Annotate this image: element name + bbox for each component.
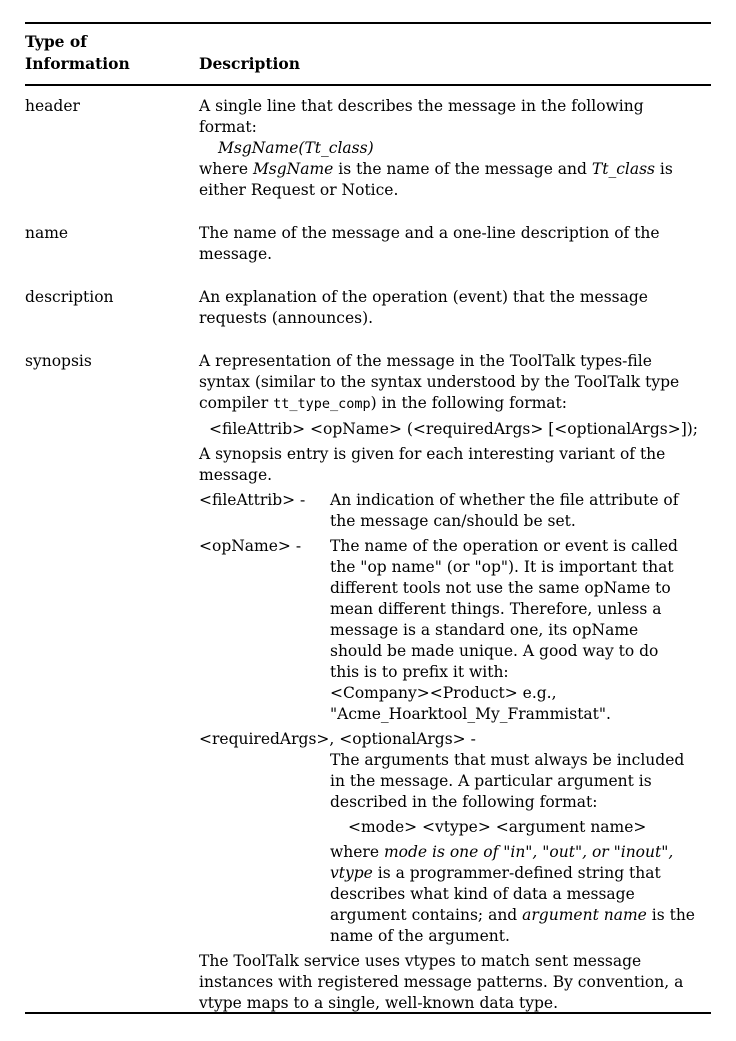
text-line: An indication of whether the file attribute of: [330, 491, 679, 509]
table-bottom-rule: [25, 1012, 711, 1014]
text-line: message.: [199, 245, 273, 263]
table-row-synopsis: [25, 351, 711, 1014]
text-segment: is a programmer-defined string that: [372, 864, 661, 882]
text-line: different tools not use the same opName to: [330, 579, 671, 597]
table-row-name: [25, 223, 711, 265]
column-header-line: Information: [25, 54, 130, 73]
text-line: instances with registered message patterns. By convention, a: [199, 973, 684, 991]
table-row-description: [25, 287, 711, 329]
definition-text: [330, 536, 711, 725]
definition-term: <requiredArgs>, <optionalArgs> -: [199, 730, 476, 748]
text-segment: where: [330, 843, 384, 861]
text-segment: ) in the following format:: [370, 394, 568, 412]
text-segment: where: [199, 160, 253, 178]
row-description: [199, 223, 711, 265]
text-line: name of the argument.: [330, 927, 510, 945]
text-line: the message can/should be set.: [330, 512, 576, 530]
definition-text: [330, 490, 711, 532]
definition-term: <fileAttrib> -: [199, 491, 306, 509]
column-header-line: Type of: [25, 32, 87, 51]
text-segment-italic: MsgName: [252, 160, 334, 178]
text-segment: is: [655, 160, 673, 178]
column-header-type-of-information: [25, 31, 130, 75]
text-line: this is to prefix it with:: [330, 663, 509, 681]
text-line: [199, 159, 711, 180]
text-line: either Request or Notice.: [199, 181, 399, 199]
text-line: A single line that describes the message in the following: [199, 97, 644, 115]
text-line: describes what kind of data a message: [330, 885, 635, 903]
text-segment-italic: mode is one of "in", "out", or "inout",: [383, 843, 674, 861]
definition-item-opname: [199, 536, 711, 725]
text-segment: is the name of the message and: [333, 160, 592, 178]
definition-term: <opName> -: [199, 537, 302, 555]
row-term: header: [25, 97, 80, 115]
format-line: MsgName(Tt_class): [218, 139, 374, 157]
text-line: The name of the message and a one-line description of the: [199, 224, 660, 242]
text-line: A synopsis entry is given for each interesting variant of the: [199, 445, 666, 463]
text-line: [330, 863, 711, 884]
text-line: An explanation of the operation (event) that the message: [199, 288, 648, 306]
row-term: name: [25, 224, 69, 242]
row-description: [199, 351, 711, 1014]
text-line: mean different things. Therefore, unless a: [330, 600, 662, 618]
text-line: [330, 842, 711, 863]
text-line: described in the following format:: [330, 793, 598, 811]
text-line: the "op name" (or "op"). It is important that: [330, 558, 674, 576]
definition-text: [330, 750, 711, 947]
text-line: format:: [199, 118, 257, 136]
definition-item-fileattrib: [199, 490, 711, 532]
text-line: [330, 905, 711, 926]
text-segment: is the: [646, 906, 695, 924]
format-line: <mode> <vtype> <argument name>: [348, 818, 647, 836]
row-term: description: [25, 288, 114, 306]
text-line: A representation of the message in the ToolTalk types-file: [199, 352, 652, 370]
text-line: should be made unique. A good way to do: [330, 642, 659, 660]
text-segment: argument contains; and: [330, 906, 523, 924]
text-line: [199, 393, 711, 415]
text-line: "Acme_Hoarktool_My_Frammistat".: [330, 705, 611, 723]
row-term: synopsis: [25, 352, 92, 370]
text-line: vtype maps to a single, well-known data type.: [199, 994, 559, 1012]
text-line: message is a standard one, its opName: [330, 621, 639, 639]
text-segment-italic: Tt_class: [591, 160, 655, 178]
text-line: in the message. A particular argument is: [330, 772, 652, 790]
table-top-rule: [25, 22, 711, 24]
table-header-rule: [25, 84, 711, 86]
row-description: [199, 96, 711, 201]
text-line: syntax (similar to the syntax understood by the ToolTalk type: [199, 373, 680, 391]
text-segment-italic: vtype: [330, 864, 373, 882]
column-header-description: Description: [199, 54, 301, 73]
text-segment: compiler: [199, 394, 274, 412]
format-line: <fileAttrib> <opName> (<requiredArgs> [<optionalArgs>]);: [209, 420, 699, 438]
code-segment: tt_type_comp: [273, 396, 371, 412]
text-line: The name of the operation or event is called: [330, 537, 678, 555]
text-line: message.: [199, 466, 273, 484]
text-segment-italic: argument name: [522, 906, 647, 924]
text-line: <Company><Product> e.g.,: [330, 684, 557, 702]
table-body: [25, 96, 711, 1014]
closing-paragraph: [199, 951, 711, 1014]
text-line: The ToolTalk service uses vtypes to match sent message: [199, 952, 642, 970]
definition-item-args: [199, 729, 711, 947]
table-row-header: [25, 96, 711, 201]
text-line: The arguments that must always be included: [330, 751, 685, 769]
text-line: requests (announces).: [199, 309, 374, 327]
row-description: [199, 287, 711, 329]
